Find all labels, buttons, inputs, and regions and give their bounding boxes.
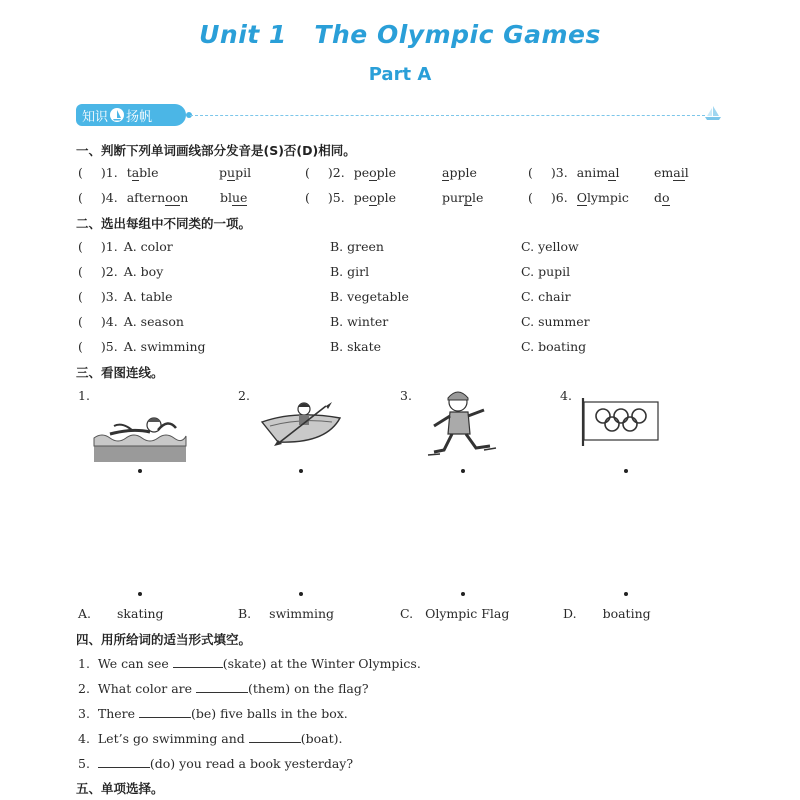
answer-paren[interactable]: ( (78, 264, 83, 279)
fill-blank-2[interactable] (196, 680, 248, 693)
section5-title: 五、单项选择。 (76, 781, 164, 796)
skater-icon (422, 388, 502, 464)
fill-blank-1[interactable] (173, 655, 223, 668)
banner-divider (190, 115, 705, 116)
fill-item-3: 3. There (be) five balls in the box. (78, 706, 348, 721)
item-number: )5. (327, 190, 345, 205)
item-number: )3. (550, 165, 568, 180)
option-a: A. boy (123, 264, 164, 279)
section1-item-5: ( )5. people purple (305, 190, 484, 205)
fill-item-4: 4. Let’s go swimming and (boat). (78, 731, 343, 746)
answer-paren[interactable]: ( (78, 339, 83, 354)
option-a: A. table (123, 289, 173, 304)
answer-paren[interactable]: ( (305, 190, 310, 205)
match-dot-bottom-4[interactable] (624, 592, 628, 596)
section2-item-3-c: C. chair (521, 289, 571, 304)
picture-number-2: 2. (238, 388, 250, 403)
section2-item-3-b: B. vegetable (330, 289, 409, 304)
unit-title: Unit 1 The Olympic Games (199, 20, 601, 49)
item-number: )1. (100, 165, 118, 180)
option-a: A. season (123, 314, 184, 329)
section2-item-2-c: C. pupil (521, 264, 571, 279)
answer-paren[interactable]: ( (78, 289, 83, 304)
section2-item-2-b: B. girl (330, 264, 370, 279)
section1-item-3: ( )3. animal email (528, 165, 689, 180)
match-dot-bottom-1[interactable] (138, 592, 142, 596)
match-dot-top-4[interactable] (624, 469, 628, 473)
section2-title: 二、选出每组中不同类的一项。 (76, 216, 252, 231)
item-number: )2. (327, 165, 345, 180)
answer-paren[interactable]: ( (78, 165, 83, 180)
section2-item-4 (78, 314, 184, 329)
section2-item-1-b: B. green (330, 239, 384, 254)
section4-title: 四、用所给词的适当形式填空。 (76, 632, 252, 647)
item-number: )1. (100, 239, 118, 254)
section3-title: 三、看图连线。 (76, 365, 164, 380)
item-number: )2. (100, 264, 118, 279)
section2-item-1-c: C. yellow (521, 239, 579, 254)
section2-item-5-c: C. boating (521, 339, 587, 354)
answer-paren[interactable]: ( (78, 190, 83, 205)
section-banner (76, 104, 186, 126)
section2-item-2 (78, 264, 163, 279)
section2-item-1 (78, 239, 173, 254)
item-number: )6. (550, 190, 568, 205)
section2-item-5-b: B. skate (330, 339, 381, 354)
section2-item-3 (78, 289, 173, 304)
match-dot-top-3[interactable] (461, 469, 465, 473)
match-dot-top-2[interactable] (299, 469, 303, 473)
fill-blank-3[interactable] (139, 705, 191, 718)
fill-item-5: 5. (do) you read a book yesterday? (78, 756, 354, 771)
fill-blank-5[interactable] (98, 755, 150, 768)
match-option-a: A. skating (78, 606, 164, 621)
banner-left-text: 知识 (82, 109, 109, 125)
answer-paren[interactable]: ( (305, 165, 310, 180)
sailboat-icon (110, 108, 124, 122)
fill-item-1: 1. We can see (skate) at the Winter Olympics. (78, 656, 421, 671)
part-title: Part A (368, 64, 432, 85)
rowing-boat-icon (256, 398, 346, 450)
swimmer-icon (92, 408, 188, 464)
answer-paren[interactable]: ( (78, 314, 83, 329)
match-dot-bottom-2[interactable] (299, 592, 303, 596)
fill-item-2: 2. What color are (them) on the flag? (78, 681, 369, 696)
answer-paren[interactable]: ( (78, 239, 83, 254)
olympic-flag-icon (578, 398, 662, 448)
item-number: )4. (100, 190, 118, 205)
answer-paren[interactable]: ( (528, 165, 533, 180)
banner-right-text: 扬帆 (126, 109, 153, 125)
fill-blank-4[interactable] (249, 730, 301, 743)
match-option-b: B. swimming (238, 606, 335, 621)
picture-number-1: 1. (78, 388, 90, 403)
picture-number-3: 3. (400, 388, 412, 403)
item-number: )5. (100, 339, 118, 354)
section2-item-5 (78, 339, 206, 354)
section1-item-4: ( )4. afternoon blue (78, 190, 248, 205)
match-dot-top-1[interactable] (138, 469, 142, 473)
item-number: )4. (100, 314, 118, 329)
match-option-c: C. Olympic Flag (400, 606, 510, 621)
match-option-d: D. boating (563, 606, 651, 621)
section1-item-6: ( )6. Olympic do (528, 190, 670, 205)
section2-item-4-c: C. summer (521, 314, 590, 329)
option-a: A. swimming (123, 339, 206, 354)
match-dot-bottom-3[interactable] (461, 592, 465, 596)
section2-item-4-b: B. winter (330, 314, 389, 329)
sailboat-icon (704, 105, 722, 121)
answer-paren[interactable]: ( (528, 190, 533, 205)
option-a: A. color (123, 239, 173, 254)
section1-item-1: ( )1. table pupil (78, 165, 252, 180)
item-number: )3. (100, 289, 118, 304)
picture-number-4: 4. (560, 388, 572, 403)
section1-title: 一、判断下列单词画线部分发音是(S)否(D)相同。 (76, 143, 356, 158)
section1-item-2: ( )2. people apple (305, 165, 477, 180)
